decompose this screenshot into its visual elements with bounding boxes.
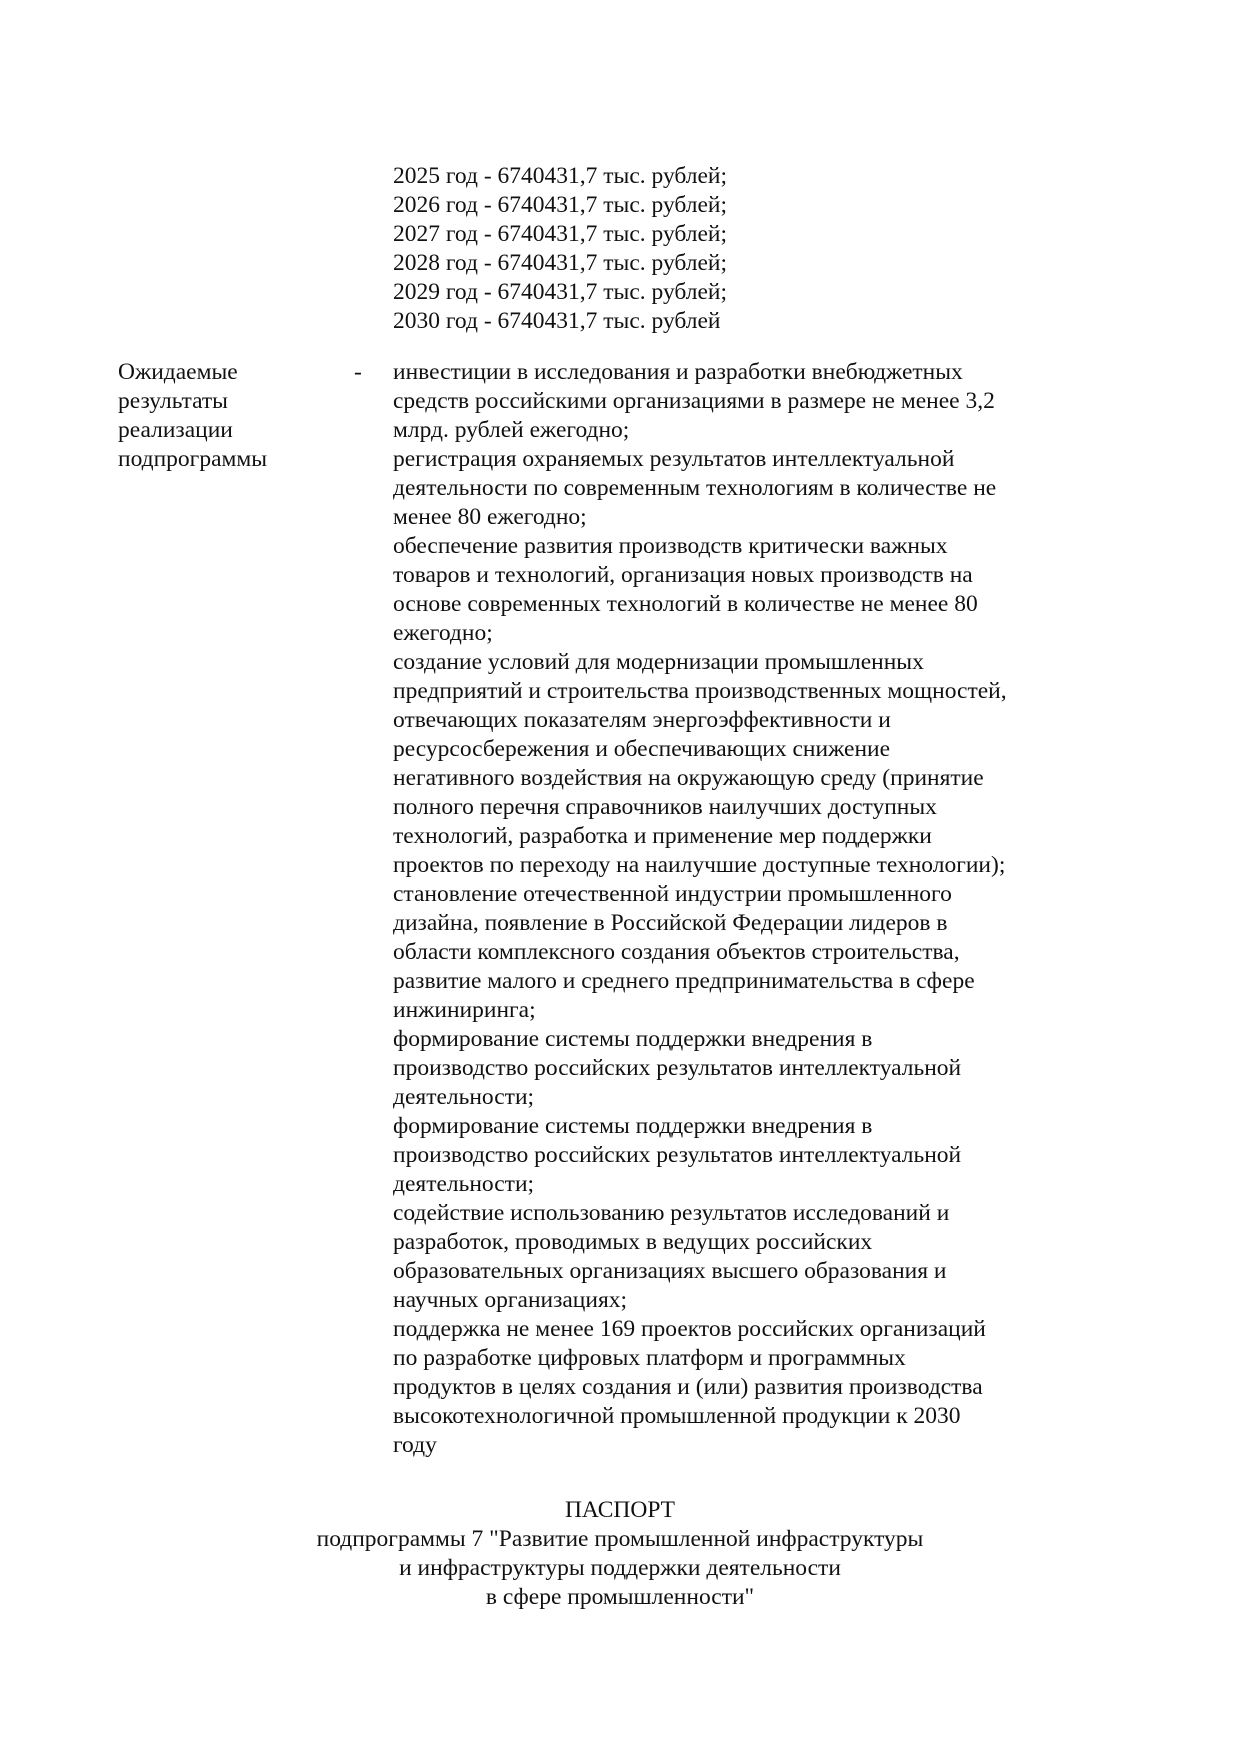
result-line: развитие малого и среднего предпринимательства в сфере	[393, 968, 975, 994]
label-line: Ожидаемые	[118, 359, 238, 385]
result-line: разработок, проводимых в ведущих российских	[393, 1229, 873, 1255]
funding-line: 2029 год - 6740431,7 тыс. рублей;	[393, 279, 728, 305]
expected-results-text	[393, 358, 1093, 1460]
result-line: средств российскими организациями в размере не менее 3,2	[393, 388, 995, 414]
result-line: по разработке цифровых платформ и программных	[393, 1345, 906, 1371]
passport-heading: ПАСПОРТ	[564, 1497, 676, 1523]
result-line: продуктов в целях создания и (или) развития производства	[393, 1374, 983, 1400]
result-line: инвестиции в исследования и разработки внебюджетных	[393, 359, 963, 385]
passport-title	[0, 1496, 1240, 1612]
funding-line: 2027 год - 6740431,7 тыс. рублей;	[393, 221, 728, 247]
result-line: создание условий для модернизации промышленных	[393, 649, 924, 675]
dash-separator: -	[354, 359, 362, 385]
funding-line: 2025 год - 6740431,7 тыс. рублей;	[393, 163, 728, 189]
result-line: содействие использованию результатов исследований и	[393, 1200, 950, 1226]
result-line: проектов по переходу на наилучшие доступные технологии);	[393, 852, 1006, 878]
result-line: становление отечественной индустрии промышленного	[393, 881, 952, 907]
funding-by-year	[393, 162, 727, 336]
result-line: производство российских результатов интеллектуальной	[393, 1142, 962, 1168]
result-line: формирование системы поддержки внедрения в	[393, 1113, 873, 1139]
result-line: деятельности;	[393, 1084, 535, 1110]
result-line: дизайна, появление в Российской Федерации лидеров в	[393, 910, 948, 936]
subtitle-line: в сфере промышленности"	[485, 1584, 755, 1610]
result-line: менее 80 ежегодно;	[393, 504, 587, 530]
result-line: образовательных организациях высшего образования и	[393, 1258, 947, 1284]
funding-line: 2030 год - 6740431,7 тыс. рублей	[393, 308, 721, 334]
result-line: области комплексного создания объектов строительства,	[393, 939, 960, 965]
result-line: году	[393, 1432, 437, 1458]
label-line: результаты	[118, 388, 228, 414]
result-line: формирование системы поддержки внедрения в	[393, 1026, 873, 1052]
result-line: предприятий и строительства производственных мощностей,	[393, 678, 1007, 704]
result-line: негативного воздействия на окружающую среду (принятие	[393, 765, 984, 791]
result-line: производство российских результатов интеллектуальной	[393, 1055, 962, 1081]
result-line: высокотехнологичной промышленной продукции к 2030	[393, 1403, 961, 1429]
result-line: деятельности по современным технологиям в количестве не	[393, 475, 997, 501]
result-line: полного перечня справочников наилучших доступных	[393, 794, 937, 820]
result-line: обеспечение развития производств критически важных	[393, 533, 948, 559]
label-line: подпрограммы	[118, 446, 268, 472]
result-line: деятельности;	[393, 1171, 535, 1197]
funding-line: 2028 год - 6740431,7 тыс. рублей;	[393, 250, 728, 276]
result-line: отвечающих показателям энергоэффективности и	[393, 707, 891, 733]
funding-line: 2026 год - 6740431,7 тыс. рублей;	[393, 192, 728, 218]
passport-subtitle	[0, 1525, 1240, 1612]
result-line: технологий, разработка и применение мер поддержки	[393, 823, 932, 849]
label-line: реализации	[118, 417, 233, 443]
subtitle-line: и инфраструктуры поддержки деятельности	[399, 1555, 841, 1581]
subtitle-line: подпрограммы 7 "Развитие промышленной инфраструктуры	[316, 1526, 924, 1552]
result-line: ресурсосбережения и обеспечивающих снижение	[393, 736, 891, 762]
result-line: научных организациях;	[393, 1287, 628, 1313]
expected-results-label	[118, 358, 318, 474]
result-line: инжиниринга;	[393, 997, 536, 1023]
result-line: млрд. рублей ежегодно;	[393, 417, 630, 443]
result-line: регистрация охраняемых результатов интеллектуальной	[393, 446, 955, 472]
result-line: товаров и технологий, организация новых производств на	[393, 562, 973, 588]
result-line: поддержка не менее 169 проектов российских организаций	[393, 1316, 986, 1342]
result-line: ежегодно;	[393, 620, 493, 646]
result-line: основе современных технологий в количестве не менее 80	[393, 591, 978, 617]
